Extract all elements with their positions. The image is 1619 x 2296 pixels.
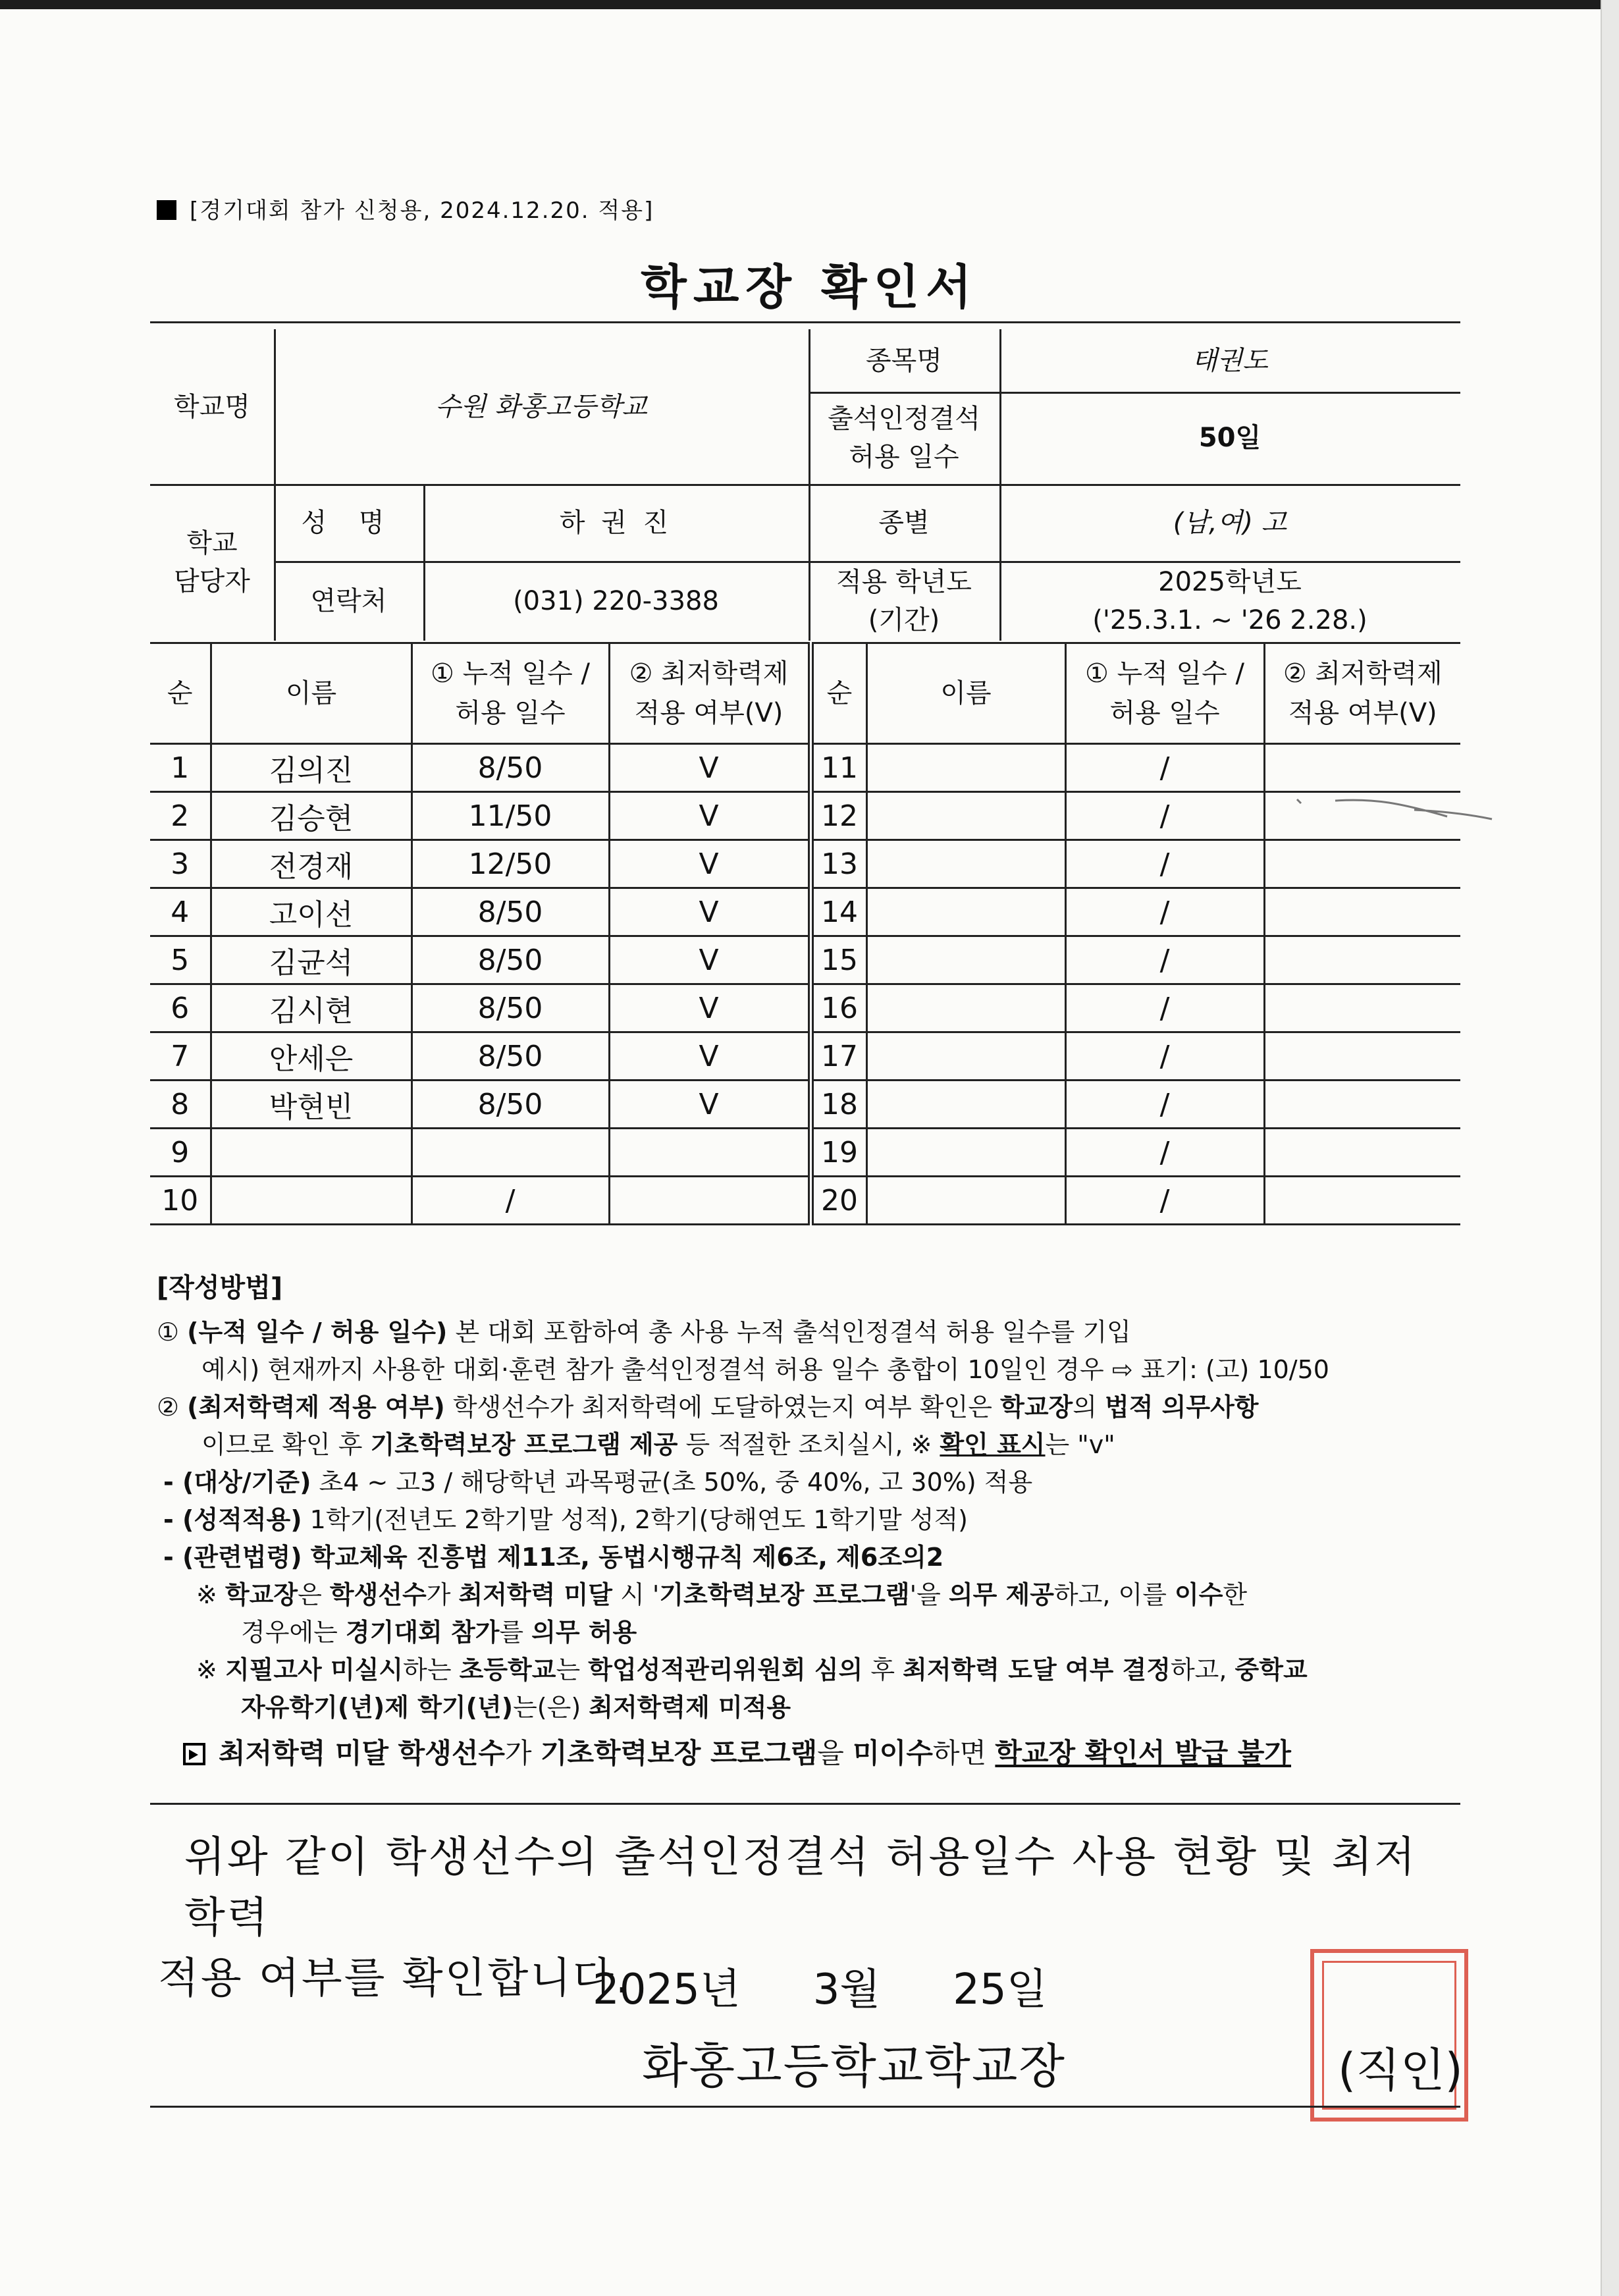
seq-cell: 11: [810, 744, 866, 792]
seq-cell: 17: [810, 1032, 866, 1081]
contact-label: 연락처: [310, 585, 387, 616]
seq-cell: 18: [810, 1081, 866, 1129]
item2-program: 기초학력보장 프로그램 제공: [370, 1430, 678, 1459]
note2-line2-b: 는(은): [513, 1693, 589, 1722]
scan-right-edge: [1601, 0, 1619, 2296]
check-cell: [609, 1177, 810, 1225]
note1-i: 의무 제공: [948, 1580, 1054, 1609]
days-cell: 8/50: [411, 1081, 609, 1129]
sport-value: 태권도: [1192, 345, 1268, 376]
days-cell: /: [1065, 936, 1264, 984]
sub3-heading: - (관련법령) 학교체육 진흥법 제11조, 동법시행규칙 제6조, 제6조의2: [163, 1543, 944, 1572]
school-name: 수원 화홍고등학교: [435, 391, 647, 422]
check-cell: V: [609, 840, 810, 888]
check-cell: [1264, 840, 1460, 888]
check-cell: [1264, 936, 1460, 984]
seq-cell: 1: [150, 744, 211, 792]
item2-legal-duty: 법적 의무사항: [1105, 1393, 1259, 1422]
seq-cell: 16: [810, 984, 866, 1032]
days-cell: [411, 1129, 609, 1177]
sub2-heading: - (성적적용): [163, 1505, 302, 1534]
note2-a: 지필고사 미실시: [225, 1655, 404, 1684]
note1-g: 기초학력보장 프로그램: [659, 1580, 910, 1609]
seq-cell: 13: [810, 840, 866, 888]
table-row: [150, 888, 1460, 936]
item2-line2-end: 는 "v": [1045, 1430, 1115, 1459]
bottom-rule: [150, 2106, 1460, 2108]
note1-e: 최저학력 미달: [458, 1580, 612, 1609]
check-cell: V: [609, 1081, 810, 1129]
absence-label: 출석인정결석 허용 일수: [828, 404, 980, 472]
days-cell: /: [1065, 840, 1264, 888]
roster-header-row: [150, 643, 1460, 744]
col-name: 이름: [211, 643, 411, 744]
warn-f: 하면: [932, 1737, 995, 1769]
check-cell: [1264, 744, 1460, 792]
pen-scribble: [1296, 797, 1493, 823]
seq-cell: 12: [810, 792, 866, 840]
note2-e: 학업성적관리위원회 심의: [588, 1655, 863, 1684]
confirmation-line-1: 위와 같이 학생선수의 출석인정결석 허용일수 사용 현황 및 최저학력: [184, 1833, 1418, 1942]
seq-cell: 9: [150, 1129, 211, 1177]
col-seq-right: 순: [810, 643, 866, 744]
name-cell: [211, 1177, 411, 1225]
note2-line2-c: 최저학력제 미적용: [589, 1693, 791, 1722]
name-cell: [211, 1129, 411, 1177]
item2-check-mark: 확인 표시: [940, 1430, 1046, 1459]
middle-rule: [150, 1803, 1460, 1805]
name-cell: 김시현: [211, 984, 411, 1032]
item2-number: ②: [157, 1393, 180, 1422]
days-cell: 8/50: [411, 936, 609, 984]
item2-text-2: 의: [1073, 1393, 1105, 1422]
table-row: [150, 1032, 1460, 1081]
table-row: [150, 1129, 1460, 1177]
check-cell: [1264, 1129, 1460, 1177]
days-cell: 8/50: [411, 888, 609, 936]
name-cell: [866, 1081, 1065, 1129]
note1-a: 학교장: [225, 1580, 298, 1609]
warn-d: 을: [817, 1737, 853, 1769]
scan-top-edge: [0, 0, 1619, 9]
days-cell: /: [1065, 792, 1264, 840]
days-cell: /: [1065, 1032, 1264, 1081]
name-cell: 김의진: [211, 744, 411, 792]
table-row: [150, 840, 1460, 888]
seq-cell: 8: [150, 1081, 211, 1129]
seq-cell: 10: [150, 1177, 211, 1225]
absence-value: 50일: [1198, 423, 1261, 453]
check-cell: [1264, 1032, 1460, 1081]
check-cell: [1264, 1081, 1460, 1129]
note1-mark: ※: [196, 1580, 217, 1609]
seq-cell: 15: [810, 936, 866, 984]
check-cell: V: [609, 984, 810, 1032]
warn-a: 최저학력 미달 학생선수: [219, 1737, 505, 1769]
contact-value: (031) 220-3388: [513, 585, 719, 616]
check-cell: V: [609, 744, 810, 792]
writing-guide: [157, 1269, 1460, 1772]
col-days-right: ① 누적 일수 / 허용 일수: [1065, 643, 1264, 744]
guide-title: [작성방법]: [157, 1273, 283, 1303]
top-rule: [150, 321, 1460, 323]
name-cell: [866, 984, 1065, 1032]
name-cell: [866, 888, 1065, 936]
note1-h: '을: [909, 1580, 949, 1609]
seal-label: (직인): [1338, 2043, 1463, 2097]
seq-cell: 7: [150, 1032, 211, 1081]
confirmation-line-2: 적용 여부를 확인합니다.: [158, 1954, 631, 2003]
year-label: 적용 학년도 (기간): [836, 566, 972, 635]
note2-g: 최저학력 도달 여부 결정: [903, 1655, 1171, 1684]
header-note: [157, 192, 654, 225]
note2-h: 하고,: [1170, 1655, 1235, 1684]
check-cell: V: [609, 792, 810, 840]
name-cell: 박현빈: [211, 1081, 411, 1129]
warn-e: 미이수: [853, 1737, 933, 1769]
note1-j: 하고, 이를: [1053, 1580, 1175, 1609]
check-cell: [1264, 984, 1460, 1032]
name-cell: 김승현: [211, 792, 411, 840]
gender-value: (남,여) 고: [1173, 507, 1287, 538]
sub2-text: 1학기(전년도 2학기말 성적), 2학기(당해연도 1학기말 성적): [302, 1505, 969, 1534]
document-title: 학교장 확인서: [641, 259, 978, 315]
note2-d: 는: [556, 1655, 589, 1684]
item2-principal: 학교장: [1000, 1393, 1073, 1422]
note1-line2-a: 경우에는: [241, 1618, 346, 1647]
school-label: 학교명: [174, 391, 250, 422]
col-minimum: ② 최저학력제 적용 여부(V): [609, 643, 810, 744]
col-seq: 순: [150, 643, 211, 744]
note2-b: 하는: [403, 1655, 460, 1684]
square-bullet-icon: [157, 200, 176, 220]
sub1-heading: - (대상/기준): [163, 1468, 311, 1497]
note2-i: 중학교: [1234, 1655, 1308, 1684]
name-cell: 고이선: [211, 888, 411, 936]
item2-line2: 이므로 확인 후: [201, 1430, 371, 1459]
name-cell: 김균석: [211, 936, 411, 984]
arrow-box-icon: [183, 1743, 205, 1765]
seq-cell: 14: [810, 888, 866, 936]
days-cell: /: [1065, 744, 1264, 792]
name-cell: [866, 1129, 1065, 1177]
principal-title: 화홍고등학교학교장: [642, 2039, 1066, 2094]
check-cell: V: [609, 888, 810, 936]
note1-b: 은: [298, 1580, 330, 1609]
sub1-text: 초4 ~ 고3 / 해당학년 과목평균(초 50%, 중 40%, 고 30%) 적용: [311, 1468, 1033, 1497]
name-cell: [866, 792, 1065, 840]
note1-l: 한: [1223, 1580, 1248, 1609]
note1-line2-c: 를: [499, 1618, 532, 1647]
note1-d: 가: [426, 1580, 459, 1609]
days-cell: /: [1065, 1129, 1264, 1177]
gender-label: 종별: [878, 507, 930, 538]
info-grid: [150, 329, 1460, 641]
item1-heading: (누적 일수 / 허용 일수): [187, 1318, 448, 1347]
name-cell: [866, 1177, 1065, 1225]
days-cell: /: [1065, 1081, 1264, 1129]
note1-line2-d: 의무 허용: [531, 1618, 637, 1647]
check-cell: [609, 1129, 810, 1177]
header-note-text: [경기대회 참가 신청용, 2024.12.20. 적용]: [190, 198, 654, 224]
check-cell: [1264, 1177, 1460, 1225]
days-cell: 8/50: [411, 1032, 609, 1081]
item2-heading: (최저학력제 적용 여부): [187, 1393, 445, 1422]
days-cell: 12/50: [411, 840, 609, 888]
name-cell: 안세은: [211, 1032, 411, 1081]
name-label: 성 명: [301, 507, 396, 538]
table-row: [150, 1177, 1460, 1225]
days-cell: 11/50: [411, 792, 609, 840]
table-row: [150, 936, 1460, 984]
warn-g: 학교장 확인서 발급 불가: [995, 1737, 1291, 1769]
days-cell: /: [1065, 1177, 1264, 1225]
name-cell: [866, 744, 1065, 792]
warn-c: 기초학력보장 프로그램: [540, 1737, 818, 1769]
note1-line2-b: 경기대회 참가: [345, 1618, 500, 1647]
seq-cell: 20: [810, 1177, 866, 1225]
name-cell: [866, 840, 1065, 888]
note2-c: 초등학교: [459, 1655, 556, 1684]
note1-f: 시 ': [612, 1580, 660, 1609]
days-cell: /: [411, 1177, 609, 1225]
year-value: 2025학년도 ('25.3.1. ~ '26 2.28.): [1092, 566, 1367, 635]
table-row: [150, 1081, 1460, 1129]
check-cell: [1264, 888, 1460, 936]
manager-label: 학교 담당자: [174, 528, 250, 597]
warn-b: 가: [504, 1737, 541, 1769]
seq-cell: 2: [150, 792, 211, 840]
seq-cell: 5: [150, 936, 211, 984]
seq-cell: 3: [150, 840, 211, 888]
days-cell: /: [1065, 888, 1264, 936]
date-day: 25일: [953, 1965, 1048, 2014]
days-cell: /: [1065, 984, 1264, 1032]
note2-line2-a: 자유학기(년)제 학기(년): [241, 1693, 514, 1722]
item2-text: 학생선수가 최저학력에 도달하였는지 여부 확인은: [444, 1393, 1001, 1422]
col-days: ① 누적 일수 / 허용 일수: [411, 643, 609, 744]
days-cell: 8/50: [411, 984, 609, 1032]
manager-name: 하 권 진: [559, 507, 673, 538]
table-row: [150, 744, 1460, 792]
name-cell: 전경재: [211, 840, 411, 888]
note2-f: 후: [863, 1655, 903, 1684]
item2-line2-text: 등 적절한 조치실시, ※: [677, 1430, 940, 1459]
table-row: [150, 792, 1460, 840]
note1-k: 이수: [1175, 1580, 1223, 1609]
seq-cell: 4: [150, 888, 211, 936]
date-year: 2025년: [593, 1965, 741, 2014]
sport-label: 종목명: [866, 345, 942, 376]
roster-table: [150, 642, 1460, 1225]
days-cell: 8/50: [411, 744, 609, 792]
seq-cell: 6: [150, 984, 211, 1032]
name-cell: [866, 1032, 1065, 1081]
col-minimum-right: ② 최저학력제 적용 여부(V): [1264, 643, 1460, 744]
issue-date: [593, 1956, 1048, 2016]
note2-mark: ※: [196, 1655, 217, 1684]
item1-example: 예시) 현재까지 사용한 대회·훈련 참가 출석인정결석 허용 일수 총합이 10일인 경우 ⇨ 표기: (고) 10/50: [201, 1355, 1329, 1384]
item1-text: 본 대회 포함하여 총 사용 누적 출석인정결석 허용 일수를 기입: [447, 1318, 1131, 1347]
seq-cell: 19: [810, 1129, 866, 1177]
date-month: 3월: [812, 1965, 881, 2014]
note1-c: 학생선수: [329, 1580, 427, 1609]
table-row: [150, 984, 1460, 1032]
item1-number: ①: [157, 1318, 180, 1347]
check-cell: V: [609, 936, 810, 984]
check-cell: V: [609, 1032, 810, 1081]
name-cell: [866, 936, 1065, 984]
col-name-right: 이름: [866, 643, 1065, 744]
